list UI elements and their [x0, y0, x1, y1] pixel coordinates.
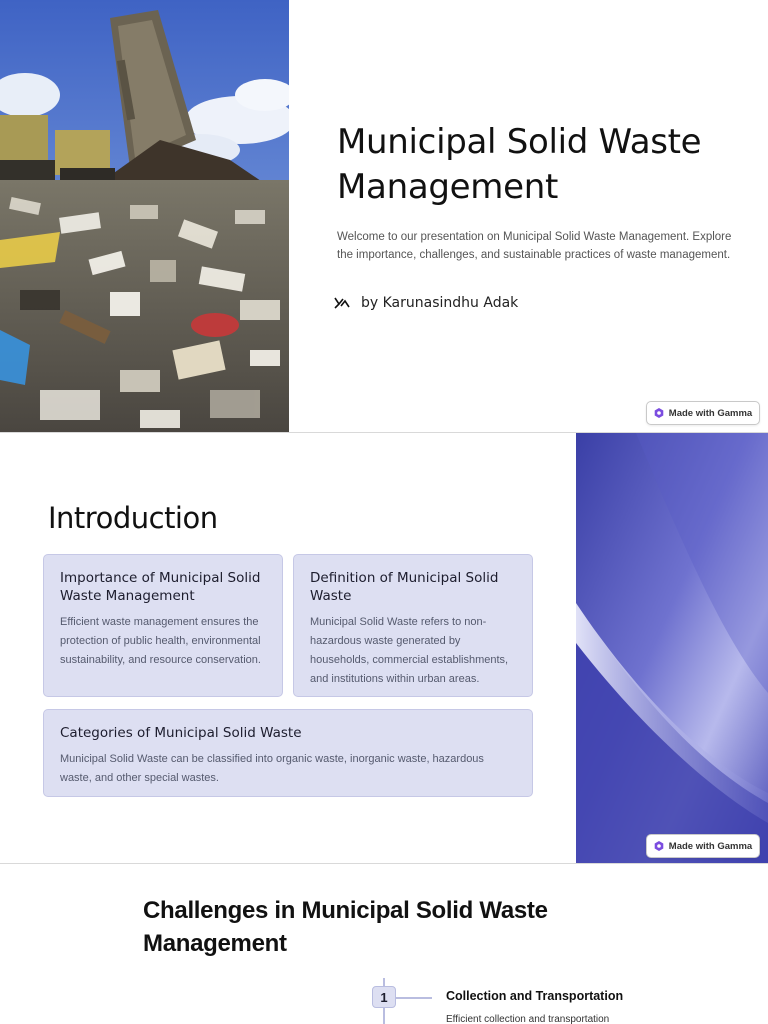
- challenges-slide: [0, 864, 768, 1024]
- card-title: Categories of Municipal Solid Waste: [60, 725, 302, 741]
- presentation-title: Municipal Solid Waste Management: [337, 122, 702, 207]
- made-with-gamma-badge[interactable]: [646, 834, 760, 858]
- author-name: by Karunasindhu Adak: [361, 295, 519, 311]
- introduction-slide: [0, 433, 768, 863]
- card-body: Municipal Solid Waste can be classified into organic waste, inorganic waste, hazardous waste, and other special wastes.: [60, 753, 484, 784]
- author-avatar-icon: [333, 294, 351, 312]
- made-with-gamma-label: Made with Gamma: [668, 840, 753, 852]
- presentation-description: Welcome to our presentation on Municipal Solid Waste Management. Explore the importance, challenges, and sustainable practices of waste management.: [337, 231, 732, 261]
- card-title: Definition of Municipal Solid Waste: [310, 570, 499, 604]
- importance-card: [43, 554, 283, 697]
- gamma-logo-icon: [654, 841, 664, 851]
- challenges-title: Challenges in Municipal Solid Waste Management: [143, 897, 548, 957]
- card-body: Efficient waste management ensures the protection of public health, environmental sustainability, and resource conservation.: [60, 616, 261, 666]
- card-body: Municipal Solid Waste refers to non-hazardous waste generated by households, commercial establishments, and institutions within urban areas.: [310, 616, 509, 685]
- landfill-photo: [0, 0, 289, 432]
- categories-card: [43, 709, 533, 797]
- made-with-gamma-label: Made with Gamma: [668, 407, 753, 419]
- made-with-gamma-badge[interactable]: [646, 401, 760, 425]
- step-title: Collection and Transportation: [446, 989, 624, 1003]
- introduction-title: Introduction: [48, 501, 218, 535]
- author-line: [333, 294, 518, 312]
- title-slide: [0, 0, 768, 432]
- step-number-badge: 1: [372, 986, 396, 1008]
- gamma-logo-icon: [654, 408, 664, 418]
- abstract-gradient-image: [576, 433, 768, 863]
- step-connector: [396, 997, 432, 999]
- card-title: Importance of Municipal Solid Waste Management: [60, 570, 261, 604]
- definition-card: [293, 554, 533, 697]
- step-description: Efficient collection and transportation: [446, 1014, 610, 1024]
